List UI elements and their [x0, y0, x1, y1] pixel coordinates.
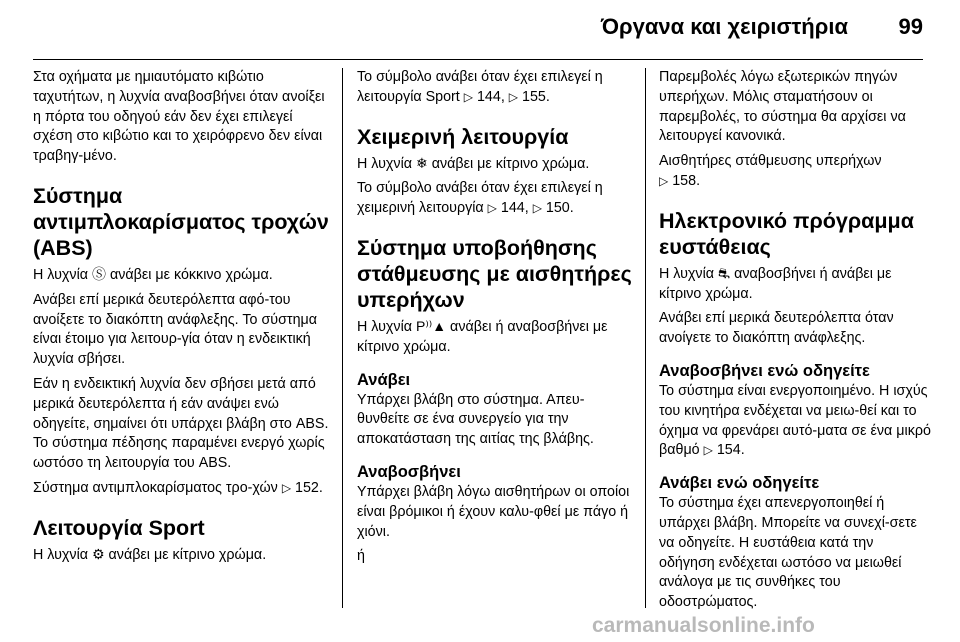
page-reference-link[interactable]: 158: [672, 172, 697, 189]
lights-paragraph: Υπάρχει βλάβη στο σύστημα. Απευ‐θυνθείτε σε ένα συνεργείο για την αποκατάσταση της αιτίας της βλάβης.: [357, 391, 594, 448]
column-3: [659, 68, 931, 611]
page-reference-link[interactable]: 154: [716, 442, 741, 459]
text: .: [569, 200, 574, 217]
text: ανάβει ή αναβοσβήνει με κίτρινο χρώμα.: [357, 318, 608, 355]
text: αναβοσβήνει ή ανάβει με κίτρινο χρώμα.: [659, 265, 892, 302]
esp-heading: Ηλεκτρονικό πρόγραμμα ευστάθειας: [659, 208, 914, 259]
page-reference-arrow-icon: ▷: [508, 89, 519, 104]
sport-paragraph-2: [357, 68, 635, 108]
esp-paragraph-2: Ανάβει επί μερικά δευτερόλεπτα όταν ανοίγετε το διακόπτη ανάφλεξης.: [659, 310, 894, 347]
watermark: carmanualsonline.info: [592, 614, 815, 637]
page-reference-link[interactable]: 150: [545, 200, 570, 217]
page-header: [0, 0, 960, 60]
page-reference-arrow-icon: ▷: [463, 89, 473, 104]
flashes-subheading: Αναβοσβήνει: [357, 462, 461, 481]
header-divider: [33, 59, 923, 60]
text: .: [318, 479, 323, 496]
intro-paragraph: Στα οχήματα με ημιαυτόματο κιβώτιο ταχυτήτων, η λυχνία αναβοσβήνει όταν ανοίξει η πόρτα του οδηγού εάν δεν έχει επιλεγεί σχέση στο κιβώτιο και το χειρόφρενο δεν είναι τραβηγ‐μένο.: [33, 69, 325, 165]
abs-paragraph-1: [33, 265, 330, 286]
esp-skid-icon: ⛐: [718, 264, 731, 281]
snowflake-icon: ❄: [416, 154, 428, 171]
sport-paragraph-1: [33, 545, 330, 566]
page-reference-arrow-icon: ▷: [532, 201, 542, 216]
sensors-reference-paragraph: [659, 152, 931, 192]
lit-drive-subheading: Ανάβει ενώ οδηγείτε: [659, 474, 820, 493]
text: Η λυχνία: [357, 318, 416, 335]
abs-paragraph-2: Ανάβει επί μερικά δευτερόλεπτα αφό‐του ανοίξετε το διακόπτη ανάφλεξης. Το σύστημα είναι έτοιμο για λειτουρ‐γία όταν η ενδεικτική λυχνία σβήσει.: [33, 291, 318, 368]
parking-sensor-icon: P⁾⁾▲: [416, 317, 447, 334]
text: ,: [524, 200, 533, 217]
flash-drive-subheading: Αναβοσβήνει ενώ οδηγείτε: [659, 361, 870, 380]
page-reference-arrow-icon: ▷: [281, 480, 292, 495]
flash-drive-paragraph: [659, 382, 931, 461]
parking-paragraph-1: [357, 317, 635, 358]
column-1: [33, 68, 330, 608]
page-reference-link[interactable]: 155: [522, 88, 546, 105]
text: Το σύστημα είναι ενεργοποιημένο. Η ισχύς του κινητήρα ενδέχεται να μειω‐θεί και το όχημα να φρενάρει αυτό‐ματα σε ένα μικρό βαθμό: [659, 382, 931, 459]
page-reference-arrow-icon: ▷: [487, 201, 497, 216]
page-reference-link[interactable]: 152: [295, 479, 319, 496]
column-2: [357, 68, 635, 608]
text: Η λυχνία: [33, 266, 92, 283]
text: ανάβει με κίτρινο χρώμα.: [427, 155, 590, 172]
text: Το σύμβολο ανάβει όταν έχει επιλεγεί η χειμερινή λειτουργία: [357, 180, 603, 217]
lights-subheading: Ανάβει: [357, 370, 411, 389]
text: .: [545, 88, 550, 105]
page-reference-link[interactable]: 144: [476, 88, 501, 105]
column-divider-1: [342, 68, 343, 608]
flashes-paragraph: Υπάρχει βλάβη λόγω αισθητήρων οι οποίοι είναι βρόμικοι ή έχουν καλυ‐φθεί με πάγο ή χιόνι.: [357, 483, 630, 540]
page-reference-link[interactable]: 144: [500, 200, 525, 217]
text: Η λυχνία: [357, 155, 416, 172]
text: Σύστημα αντιμπλοκαρίσματος τρο‐χών: [33, 479, 282, 496]
text: Η λυχνία: [659, 265, 718, 282]
text: Η λυχνία: [33, 546, 92, 563]
page-title: Όργανα και χειριστήρια: [600, 14, 848, 39]
abs-warning-icon: Ⓢ: [92, 265, 106, 282]
interference-paragraph: Παρεμβολές λόγω εξωτερικών πηγών υπερήχων. Μόλις σταματήσουν οι παρεμβολές, το σύστημα θα αρχίσει να λειτουργεί κανονικά.: [659, 69, 906, 145]
abs-heading: Σύστημα αντιμπλοκαρίσματος τροχών (ABS): [33, 183, 329, 260]
sport-mode-icon: ⚙: [92, 545, 105, 562]
winter-paragraph-1: [357, 154, 635, 175]
winter-paragraph-2: [357, 179, 635, 219]
text: ανάβει με κόκκινο χρώμα.: [106, 266, 273, 283]
sport-heading: Λειτουργία Sport: [33, 515, 205, 540]
abs-paragraph-4: [33, 479, 330, 499]
lit-drive-paragraph: Το σύστημα έχει απενεργοποιηθεί ή υπάρχει βλάβη. Μπορείτε να συνεχί‐σετε να οδηγείτε. Η ευστάθεια κατά την οδήγηση ενδέχεται ωστόσο να μειωθεί ανάλογα με τις συνθήκες του οδοστρώματος.: [659, 495, 917, 611]
page-number: 99: [898, 14, 923, 39]
text: Αισθητήρες στάθμευσης υπερήχων: [659, 153, 882, 170]
abs-paragraph-3: Εάν η ενδεικτική λυχνία δεν σβήσει μετά από μερικά δευτερόλεπτα ή εάν ανάψει ενώ οδηγείτε, σημαίνει ότι υπάρχει βλάβη στο ABS. Το σύστημα πέδησης παραμένει ενεργό χωρίς ωστόσο τη λειτουργία του ABS.: [33, 375, 329, 472]
page-reference-arrow-icon: ▷: [659, 173, 669, 188]
column-divider-2: [645, 68, 646, 608]
text: .: [696, 172, 701, 189]
or-text: ή: [357, 548, 365, 565]
winter-heading: Χειμερινή λειτουργία: [357, 124, 569, 149]
text: ανάβει με κίτρινο χρώμα.: [104, 546, 267, 563]
esp-paragraph-1: [659, 264, 931, 305]
parking-heading: Σύστημα υποβοήθησης στάθμευσης με αισθητήρες υπερήχων: [357, 235, 632, 312]
text: Το σύμβολο ανάβει όταν έχει επιλεγεί η λειτουργία Sport: [357, 69, 603, 105]
text: .: [740, 442, 745, 459]
page-reference-arrow-icon: ▷: [703, 443, 713, 458]
text: ,: [500, 88, 509, 105]
